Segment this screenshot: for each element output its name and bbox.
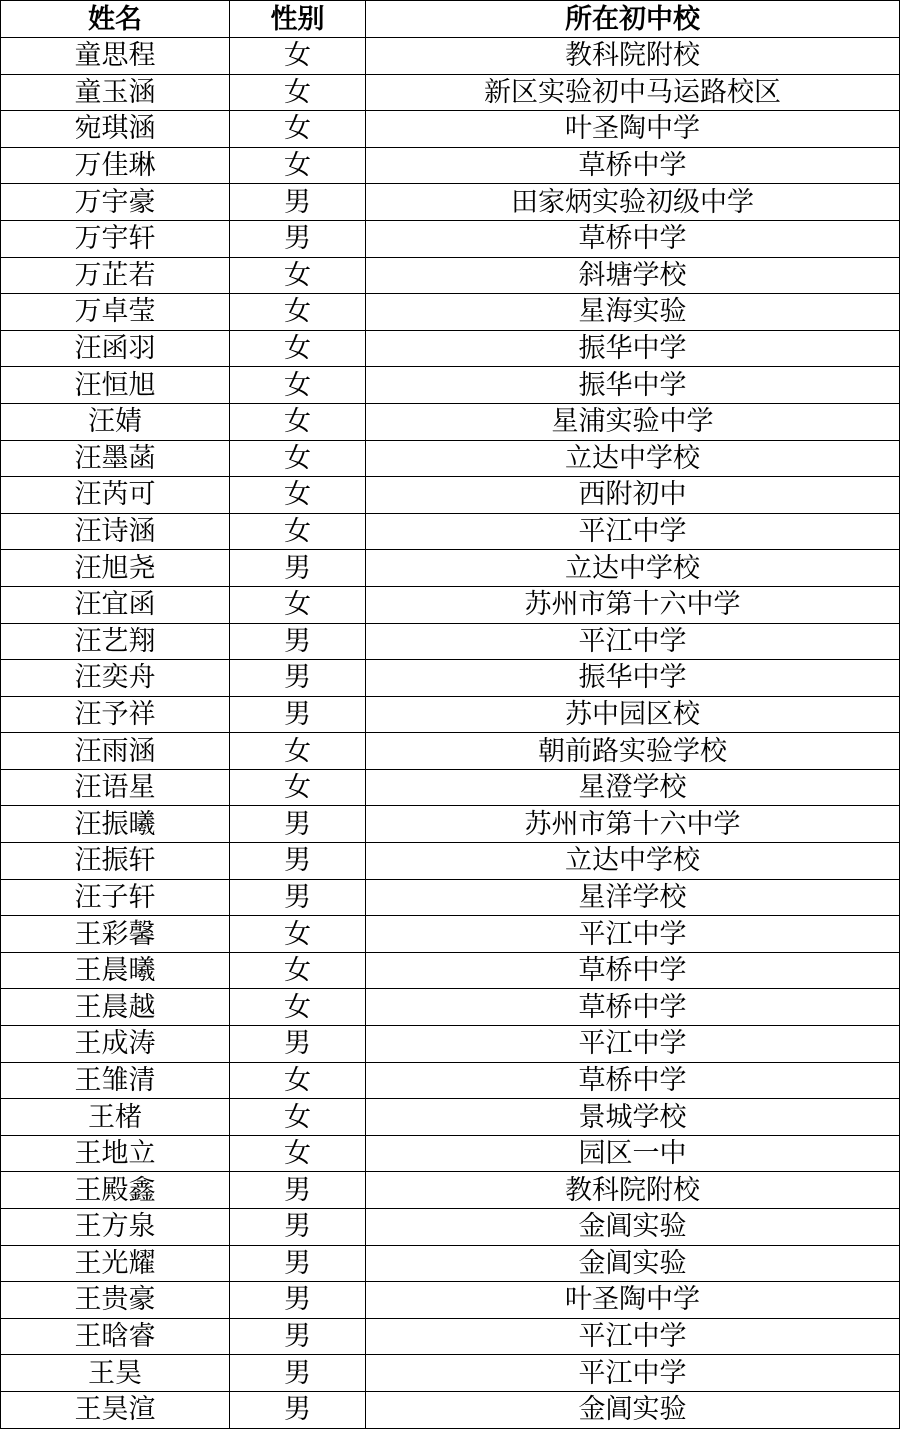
cell-name: 王方泉 bbox=[1, 1209, 230, 1246]
header-row bbox=[1, 1, 900, 38]
table-row bbox=[1, 769, 900, 806]
table-row bbox=[1, 989, 900, 1026]
table-header bbox=[1, 1, 900, 38]
cell-school: 立达中学校 bbox=[366, 440, 900, 477]
cell-school: 星海实验 bbox=[366, 294, 900, 331]
cell-gender: 女 bbox=[230, 74, 366, 111]
cell-gender: 女 bbox=[230, 403, 366, 440]
cell-school: 振华中学 bbox=[366, 367, 900, 404]
cell-gender: 男 bbox=[230, 1391, 366, 1428]
table-row bbox=[1, 367, 900, 404]
cell-school: 苏中园区校 bbox=[366, 696, 900, 733]
cell-name: 王晗睿 bbox=[1, 1318, 230, 1355]
cell-name: 万宇轩 bbox=[1, 220, 230, 257]
cell-school: 西附初中 bbox=[366, 477, 900, 514]
cell-gender: 女 bbox=[230, 330, 366, 367]
cell-gender: 女 bbox=[230, 477, 366, 514]
cell-gender: 女 bbox=[230, 1099, 366, 1136]
cell-name: 王昊渲 bbox=[1, 1391, 230, 1428]
cell-name: 王彩馨 bbox=[1, 916, 230, 953]
cell-gender: 男 bbox=[230, 1245, 366, 1282]
cell-name: 汪诗涵 bbox=[1, 513, 230, 550]
cell-name: 汪芮可 bbox=[1, 477, 230, 514]
cell-name: 王成涛 bbox=[1, 1026, 230, 1063]
table-row bbox=[1, 1318, 900, 1355]
cell-gender: 男 bbox=[230, 1318, 366, 1355]
table-row bbox=[1, 440, 900, 477]
table-row bbox=[1, 952, 900, 989]
table-row bbox=[1, 879, 900, 916]
cell-gender: 女 bbox=[230, 989, 366, 1026]
cell-school: 斜塘学校 bbox=[366, 257, 900, 294]
cell-school: 星澄学校 bbox=[366, 769, 900, 806]
cell-name: 汪振轩 bbox=[1, 843, 230, 880]
cell-gender: 男 bbox=[230, 843, 366, 880]
cell-school: 草桥中学 bbox=[366, 989, 900, 1026]
cell-gender: 男 bbox=[230, 660, 366, 697]
cell-school: 平江中学 bbox=[366, 513, 900, 550]
table-row bbox=[1, 330, 900, 367]
cell-school: 星洋学校 bbox=[366, 879, 900, 916]
cell-name: 宛琪涵 bbox=[1, 111, 230, 148]
cell-name: 汪予祥 bbox=[1, 696, 230, 733]
cell-name: 万佳琳 bbox=[1, 147, 230, 184]
cell-gender: 女 bbox=[230, 147, 366, 184]
table-row bbox=[1, 1245, 900, 1282]
cell-name: 王光耀 bbox=[1, 1245, 230, 1282]
cell-name: 汪恒旭 bbox=[1, 367, 230, 404]
cell-school: 田家炳实验初级中学 bbox=[366, 184, 900, 221]
cell-name: 童思程 bbox=[1, 38, 230, 75]
table-row bbox=[1, 623, 900, 660]
table-row bbox=[1, 220, 900, 257]
cell-gender: 男 bbox=[230, 1355, 366, 1392]
cell-school: 叶圣陶中学 bbox=[366, 111, 900, 148]
table-row bbox=[1, 1209, 900, 1246]
table-row bbox=[1, 513, 900, 550]
table-row bbox=[1, 733, 900, 770]
table-row bbox=[1, 843, 900, 880]
cell-school: 立达中学校 bbox=[366, 550, 900, 587]
cell-gender: 男 bbox=[230, 696, 366, 733]
cell-gender: 女 bbox=[230, 586, 366, 623]
cell-gender: 女 bbox=[230, 257, 366, 294]
cell-name: 万宇豪 bbox=[1, 184, 230, 221]
cell-school: 新区实验初中马运路校区 bbox=[366, 74, 900, 111]
cell-school: 叶圣陶中学 bbox=[366, 1282, 900, 1319]
cell-name: 童玉涵 bbox=[1, 74, 230, 111]
cell-school: 草桥中学 bbox=[366, 220, 900, 257]
cell-gender: 男 bbox=[230, 220, 366, 257]
table-row bbox=[1, 147, 900, 184]
cell-school: 苏州市第十六中学 bbox=[366, 586, 900, 623]
cell-school: 草桥中学 bbox=[366, 1062, 900, 1099]
cell-school: 金阊实验 bbox=[366, 1245, 900, 1282]
cell-gender: 女 bbox=[230, 769, 366, 806]
cell-school: 振华中学 bbox=[366, 330, 900, 367]
cell-school: 草桥中学 bbox=[366, 952, 900, 989]
cell-school: 苏州市第十六中学 bbox=[366, 806, 900, 843]
cell-school: 教科院附校 bbox=[366, 38, 900, 75]
cell-school: 教科院附校 bbox=[366, 1172, 900, 1209]
cell-school: 朝前路实验学校 bbox=[366, 733, 900, 770]
cell-gender: 女 bbox=[230, 440, 366, 477]
cell-school: 金阊实验 bbox=[366, 1391, 900, 1428]
cell-name: 汪墨菡 bbox=[1, 440, 230, 477]
cell-name: 汪宜函 bbox=[1, 586, 230, 623]
table-row bbox=[1, 74, 900, 111]
cell-school: 金阊实验 bbox=[366, 1209, 900, 1246]
cell-gender: 女 bbox=[230, 294, 366, 331]
cell-name: 汪婧 bbox=[1, 403, 230, 440]
cell-name: 王殿鑫 bbox=[1, 1172, 230, 1209]
cell-gender: 男 bbox=[230, 623, 366, 660]
cell-gender: 男 bbox=[230, 550, 366, 587]
cell-gender: 男 bbox=[230, 1172, 366, 1209]
cell-gender: 男 bbox=[230, 1209, 366, 1246]
cell-gender: 女 bbox=[230, 916, 366, 953]
cell-school: 园区一中 bbox=[366, 1135, 900, 1172]
cell-school: 平江中学 bbox=[366, 916, 900, 953]
cell-school: 平江中学 bbox=[366, 1026, 900, 1063]
cell-gender: 男 bbox=[230, 1282, 366, 1319]
cell-name: 万芷若 bbox=[1, 257, 230, 294]
header-name: 姓名 bbox=[1, 1, 230, 38]
cell-name: 汪旭尧 bbox=[1, 550, 230, 587]
cell-gender: 男 bbox=[230, 184, 366, 221]
cell-school: 星浦实验中学 bbox=[366, 403, 900, 440]
table-row bbox=[1, 257, 900, 294]
cell-gender: 男 bbox=[230, 879, 366, 916]
cell-gender: 男 bbox=[230, 806, 366, 843]
header-school: 所在初中校 bbox=[366, 1, 900, 38]
cell-gender: 女 bbox=[230, 513, 366, 550]
table-row bbox=[1, 696, 900, 733]
cell-name: 万卓莹 bbox=[1, 294, 230, 331]
cell-name: 汪奕舟 bbox=[1, 660, 230, 697]
table-row bbox=[1, 184, 900, 221]
table-row bbox=[1, 1099, 900, 1136]
table-row bbox=[1, 1172, 900, 1209]
cell-school: 立达中学校 bbox=[366, 843, 900, 880]
table-row bbox=[1, 806, 900, 843]
cell-name: 王雏清 bbox=[1, 1062, 230, 1099]
cell-school: 平江中学 bbox=[366, 623, 900, 660]
cell-school: 振华中学 bbox=[366, 660, 900, 697]
table-row bbox=[1, 1062, 900, 1099]
table-row bbox=[1, 1135, 900, 1172]
cell-name: 王楮 bbox=[1, 1099, 230, 1136]
cell-name: 汪语星 bbox=[1, 769, 230, 806]
table-row bbox=[1, 916, 900, 953]
cell-name: 王昊 bbox=[1, 1355, 230, 1392]
cell-name: 汪振曦 bbox=[1, 806, 230, 843]
cell-gender: 女 bbox=[230, 111, 366, 148]
cell-name: 王地立 bbox=[1, 1135, 230, 1172]
table-row bbox=[1, 111, 900, 148]
cell-name: 汪函羽 bbox=[1, 330, 230, 367]
cell-name: 汪艺翔 bbox=[1, 623, 230, 660]
table-row bbox=[1, 294, 900, 331]
table-row bbox=[1, 403, 900, 440]
cell-school: 草桥中学 bbox=[366, 147, 900, 184]
cell-gender: 女 bbox=[230, 952, 366, 989]
table-row bbox=[1, 586, 900, 623]
cell-name: 汪雨涵 bbox=[1, 733, 230, 770]
table-row bbox=[1, 660, 900, 697]
cell-gender: 女 bbox=[230, 1062, 366, 1099]
table-row bbox=[1, 1391, 900, 1428]
cell-school: 平江中学 bbox=[366, 1355, 900, 1392]
table-row bbox=[1, 38, 900, 75]
table-row bbox=[1, 477, 900, 514]
table-row bbox=[1, 550, 900, 587]
table-body bbox=[1, 38, 900, 1429]
cell-gender: 女 bbox=[230, 1135, 366, 1172]
cell-name: 汪子轩 bbox=[1, 879, 230, 916]
cell-name: 王晨曦 bbox=[1, 952, 230, 989]
cell-gender: 女 bbox=[230, 38, 366, 75]
cell-name: 王晨越 bbox=[1, 989, 230, 1026]
table-row bbox=[1, 1355, 900, 1392]
table-row bbox=[1, 1026, 900, 1063]
cell-gender: 女 bbox=[230, 367, 366, 404]
header-gender: 性别 bbox=[230, 1, 366, 38]
cell-school: 景城学校 bbox=[366, 1099, 900, 1136]
table-row bbox=[1, 1282, 900, 1319]
cell-gender: 男 bbox=[230, 1026, 366, 1063]
cell-school: 平江中学 bbox=[366, 1318, 900, 1355]
cell-name: 王贵豪 bbox=[1, 1282, 230, 1319]
cell-gender: 女 bbox=[230, 733, 366, 770]
